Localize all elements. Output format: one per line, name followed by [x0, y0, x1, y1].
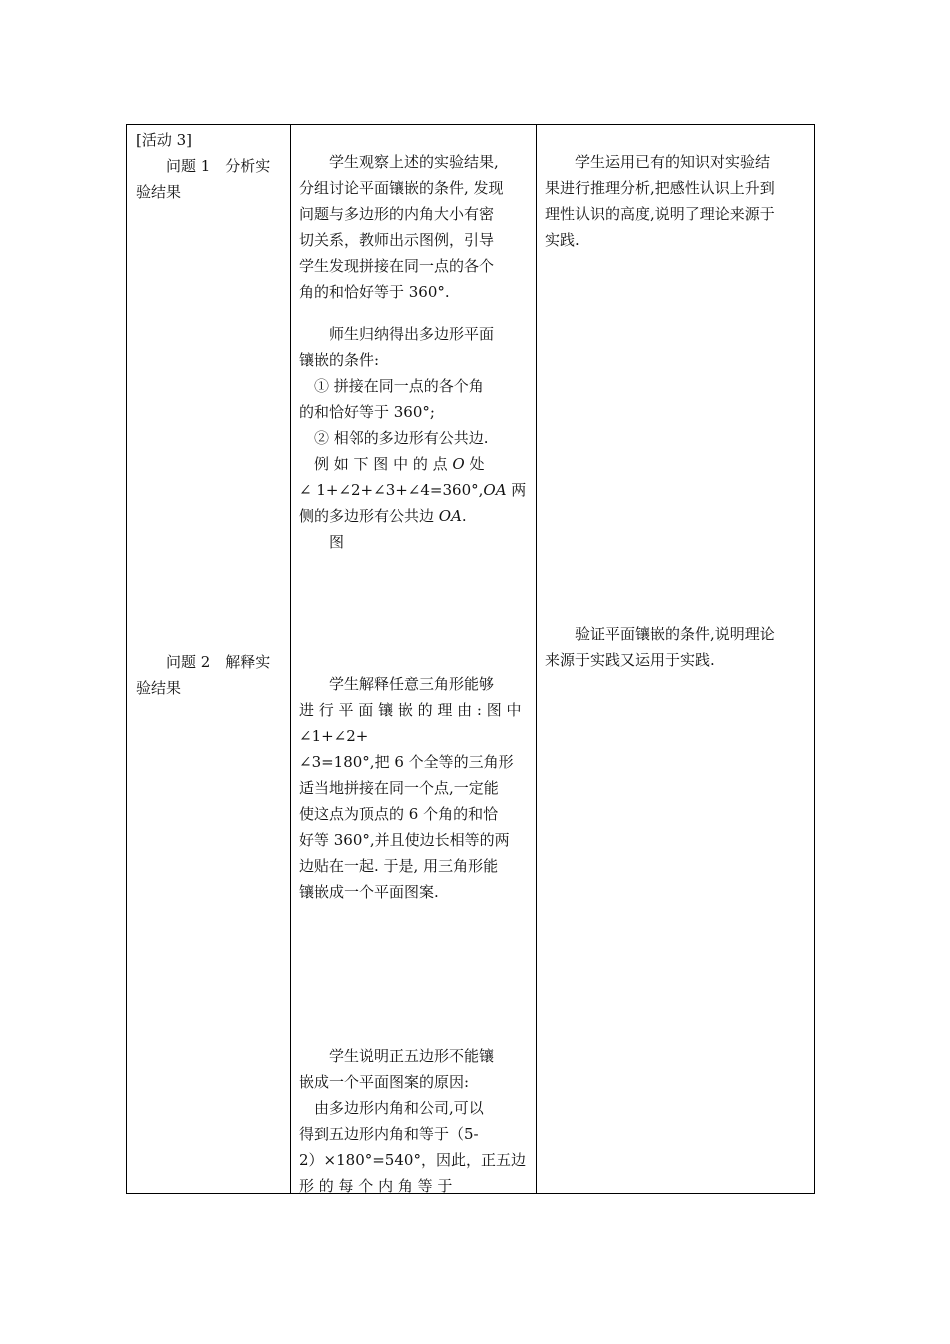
q2-middle-block [299, 671, 531, 905]
text-line: 镶嵌成一个平面图案. [299, 883, 439, 901]
example-line [299, 477, 531, 503]
activity-label [136, 127, 284, 205]
activity-label-text: [活动 3] [136, 131, 193, 149]
q1-right-block [545, 149, 809, 253]
q2-right-block [545, 621, 809, 673]
angle-sum: ∠ 1+∠2+∠3+∠4=360°, [299, 481, 484, 499]
example-text: 侧的多边形有公共边 [299, 507, 439, 525]
example-text: 两 [506, 481, 527, 499]
example-line [299, 451, 531, 477]
text-line: ∠3=180°,把 6 个全等的三角形 [299, 753, 514, 771]
text-line: ∠1+∠2+ [299, 727, 369, 745]
condition-2: ② 相邻的多边形有公共边. [314, 429, 489, 447]
q1-middle-block [299, 149, 531, 305]
text-line: 适当地拼接在同一个点,一定能 [299, 779, 499, 797]
text-line: 2）×180°=540°，因此，正五边 [299, 1151, 526, 1169]
text-line: 角的和恰好等于 360°. [299, 283, 450, 301]
q1-middle-conditions [299, 321, 531, 555]
text-line: 进 行 平 面 镶 嵌 的 理 由 : 图 中 [299, 701, 522, 719]
q3-middle-block [299, 1043, 531, 1199]
text-line: 由多边形内角和公司,可以 [314, 1099, 484, 1117]
point-o: O [452, 455, 465, 473]
question-2-title: 问题 2 解释实 [166, 653, 271, 671]
column-divider [290, 125, 291, 1193]
question-1-title: 问题 1 分析实 [166, 157, 271, 175]
question-1-title-cont: 验结果 [136, 183, 182, 201]
condition-1: ① 拼接在同一点的各个角 [314, 377, 484, 395]
text-line: 分组讨论平面镶嵌的条件, 发现 [299, 179, 504, 197]
text-line: 切关系，教师出示图例，引导 [299, 231, 495, 249]
example-line [299, 503, 531, 529]
text-line: 问题与多边形的内角大小有密 [299, 205, 495, 223]
example-text: 例 如 下 图 中 的 点 [314, 455, 453, 473]
text-line: 学生解释任意三角形能够 [329, 675, 495, 693]
question-2-label [136, 649, 284, 701]
text-line: 学生发现拼接在同一点的各个 [299, 257, 495, 275]
text-line: 形 的 每 个 内 角 等 于 [299, 1177, 453, 1195]
condition-1-cont: 的和恰好等于 360°; [299, 403, 435, 421]
text-line: 来源于实践又运用于实践. [545, 651, 715, 669]
example-text: . [461, 507, 467, 525]
column-divider [536, 125, 537, 1193]
text-line: 学生观察上述的实验结果, [329, 153, 499, 171]
text-line: 边贴在一起. 于是, 用三角形能 [299, 857, 499, 875]
text-line: 好等 360°,并且使边长相等的两 [299, 831, 510, 849]
figure-placeholder: 图 [329, 533, 345, 551]
text-line: 学生说明正五边形不能镶 [329, 1047, 495, 1065]
question-2-title-cont: 验结果 [136, 679, 182, 697]
text-line: 使这点为顶点的 6 个角的和恰 [299, 805, 499, 823]
segment-oa: OA [483, 481, 507, 499]
text-line: 学生运用已有的知识对实验结 [575, 153, 771, 171]
text-line: 师生归纳得出多边形平面 [329, 325, 495, 343]
text-line: 果进行推理分析,把感性认识上升到 [545, 179, 775, 197]
text-line: 嵌成一个平面图案的原因: [299, 1073, 470, 1091]
text-line: 实践. [545, 231, 580, 249]
text-line: 得到五边形内角和等于（5- [299, 1125, 479, 1143]
text-line: 理性认识的高度,说明了理论来源于 [545, 205, 775, 223]
segment-oa: OA [438, 507, 462, 525]
example-text: 处 [464, 455, 485, 473]
text-line: 镶嵌的条件: [299, 351, 380, 369]
lesson-table [126, 124, 815, 1194]
text-line: 验证平面镶嵌的条件,说明理论 [575, 625, 775, 643]
